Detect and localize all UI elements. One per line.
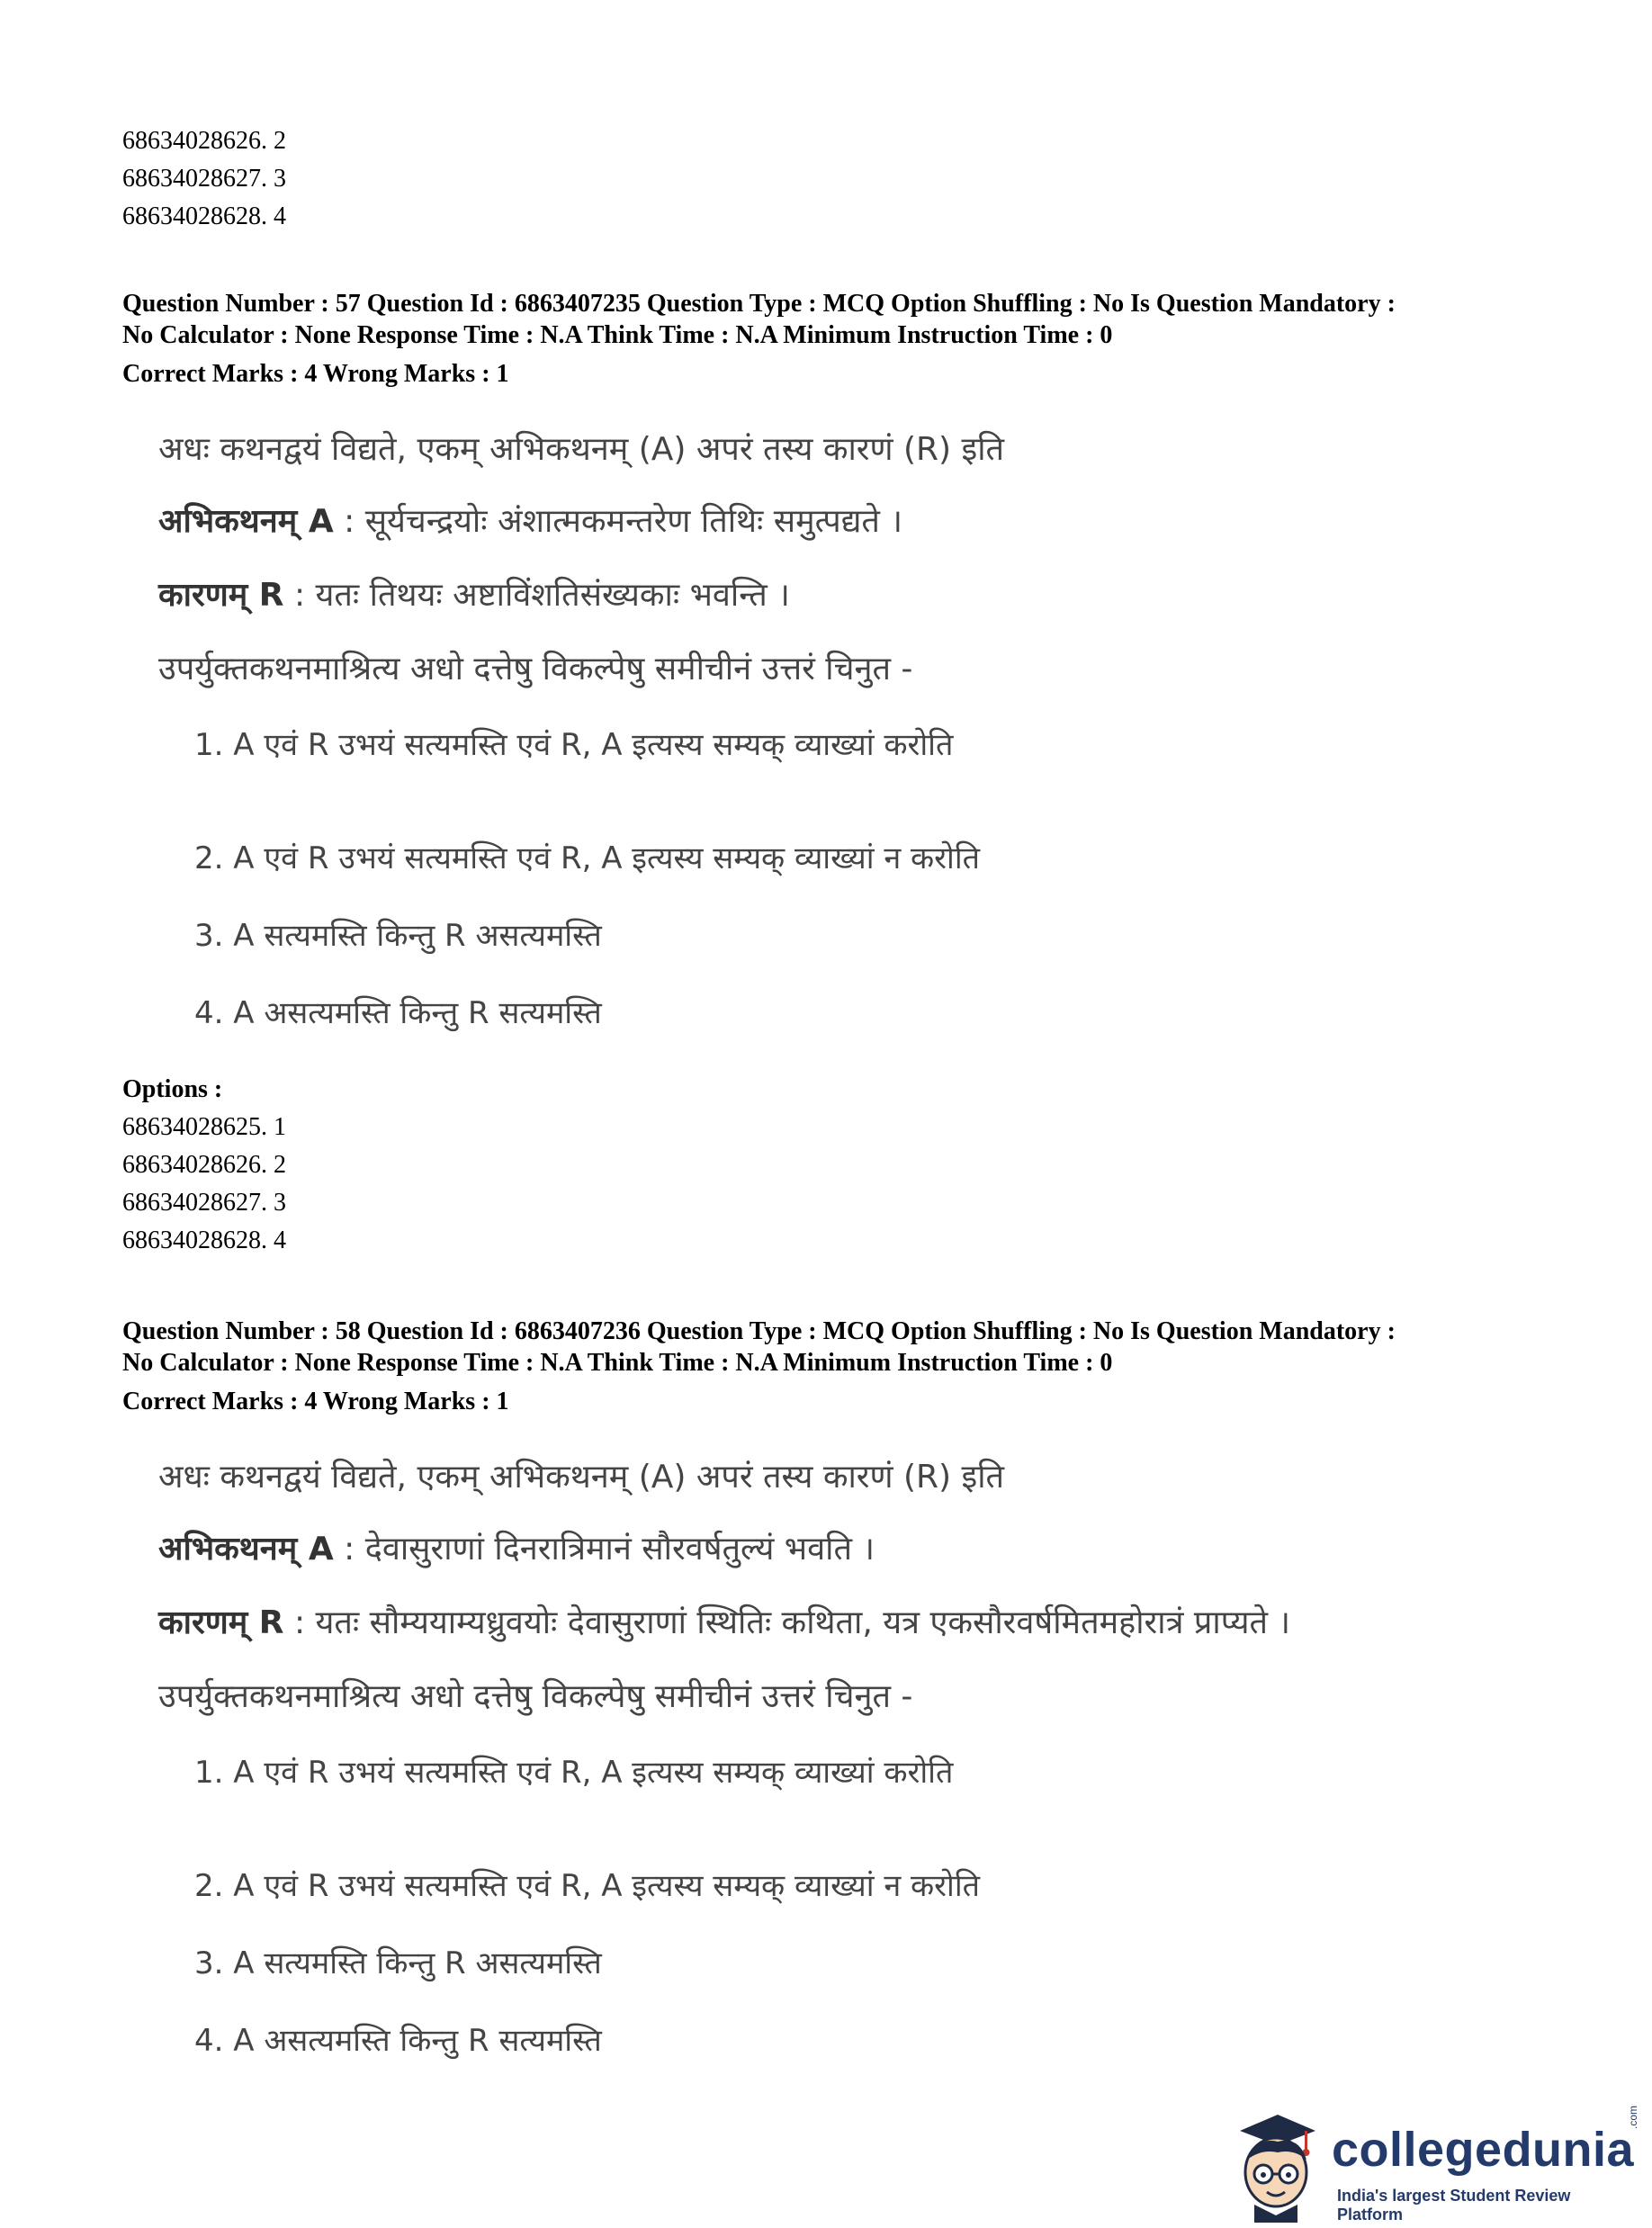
question-intro: अधः कथनद्वयं विद्यते, एकम् अभिकथनम् (A) अपरं तस्य कारणं (R) इति bbox=[158, 1459, 1005, 1496]
reason-label: कारणम् R bbox=[158, 577, 284, 614]
option-line: 68634028626. 2 bbox=[122, 127, 286, 155]
reason-text: : यतः तिथयः अष्टाविंशतिसंख्यकाः भवन्ति । bbox=[283, 577, 790, 614]
logo-suffix: .com bbox=[1627, 2105, 1639, 2129]
logo-tagline: India's largest Student Review Platform bbox=[1337, 2187, 1571, 2224]
choice-item: 2. A एवं R उभयं सत्यमस्ति एवं R, A इत्यस्य सम्यक् व्याख्यां न करोति bbox=[194, 840, 981, 876]
logo-wordmark: collegedunia bbox=[1332, 2123, 1635, 2177]
reason-line bbox=[158, 576, 790, 615]
choice-item: 4. A असत्यमस्ति किन्तु R सत्यमस्ति bbox=[194, 2023, 602, 2059]
assertion-line bbox=[158, 502, 902, 542]
assertion-text: : देवासुराणां दिनरात्रिमानं सौरवर्षतुल्यं भवति । bbox=[333, 1531, 875, 1568]
option-line: 68634028627. 3 bbox=[122, 1189, 286, 1217]
question-marks: Correct Marks : 4 Wrong Marks : 1 bbox=[122, 360, 509, 388]
question-meta-line: No Calculator : None Response Time : N.A Think Time : N.A Minimum Instruction Time : 0 bbox=[122, 321, 1113, 349]
assertion-label: अभिकथनम् A bbox=[158, 1531, 334, 1568]
student-mascot-icon bbox=[1222, 2106, 1330, 2223]
question-meta-line: Question Number : 58 Question Id : 6863407236 Question Type : MCQ Option Shuffling : No Is Question Mandatory : bbox=[122, 1317, 1396, 1345]
choice-item: 3. A सत्यमस्ति किन्तु R असत्यमस्ति bbox=[194, 918, 602, 954]
option-line: 68634028626. 2 bbox=[122, 1151, 286, 1179]
assertion-text: : सूर्यचन्द्रयोः अंशात्मकमन्तरेण तिथिः समुत्पद्यते । bbox=[333, 503, 903, 540]
reason-text: : यतः सौम्ययाम्यध्रुवयोः देवासुराणां स्थितिः कथिता, यत्र एकसौरवर्षमितमहोरात्रं प्राप्यते । bbox=[283, 1604, 1291, 1641]
option-line: 68634028625. 1 bbox=[122, 1113, 286, 1141]
option-line: 68634028628. 4 bbox=[122, 202, 286, 230]
assertion-label: अभिकथनम् A bbox=[158, 503, 334, 540]
question-instruction: उपर्युक्तकथनमाश्रित्य अधो दत्तेषु विकल्पेषु समीचीनं उत्तरं चिनुत - bbox=[158, 1678, 913, 1715]
question-marks: Correct Marks : 4 Wrong Marks : 1 bbox=[122, 1388, 509, 1415]
question-meta-line: No Calculator : None Response Time : N.A Think Time : N.A Minimum Instruction Time : 0 bbox=[122, 1349, 1113, 1377]
choice-item: 2. A एवं R उभयं सत्यमस्ति एवं R, A इत्यस्य सम्यक् व्याख्यां न करोति bbox=[194, 1868, 981, 1904]
option-line: 68634028628. 4 bbox=[122, 1226, 286, 1254]
reason-line bbox=[158, 1604, 1290, 1643]
choice-item: 3. A सत्यमस्ति किन्तु R असत्यमस्ति bbox=[194, 1945, 602, 1981]
collegedunia-logo bbox=[1222, 2105, 1639, 2224]
option-line: 68634028627. 3 bbox=[122, 165, 286, 193]
options-label: Options : bbox=[122, 1075, 223, 1103]
choice-item: 1. A एवं R उभयं सत्यमस्ति एवं R, A इत्यस्य सम्यक् व्याख्यां करोति bbox=[194, 1755, 954, 1791]
reason-label: कारणम् R bbox=[158, 1604, 284, 1641]
question-intro: अधः कथनद्वयं विद्यते, एकम् अभिकथनम् (A) अपरं तस्य कारणं (R) इति bbox=[158, 431, 1005, 468]
choice-item: 4. A असत्यमस्ति किन्तु R सत्यमस्ति bbox=[194, 995, 602, 1031]
question-meta-line: Question Number : 57 Question Id : 6863407235 Question Type : MCQ Option Shuffling : No Is Question Mandatory : bbox=[122, 290, 1396, 318]
choice-item: 1. A एवं R उभयं सत्यमस्ति एवं R, A इत्यस्य सम्यक् व्याख्यां करोति bbox=[194, 727, 954, 763]
question-instruction: उपर्युक्तकथनमाश्रित्य अधो दत्तेषु विकल्पेषु समीचीनं उत्तरं चिनुत - bbox=[158, 651, 913, 687]
assertion-line bbox=[158, 1530, 875, 1569]
